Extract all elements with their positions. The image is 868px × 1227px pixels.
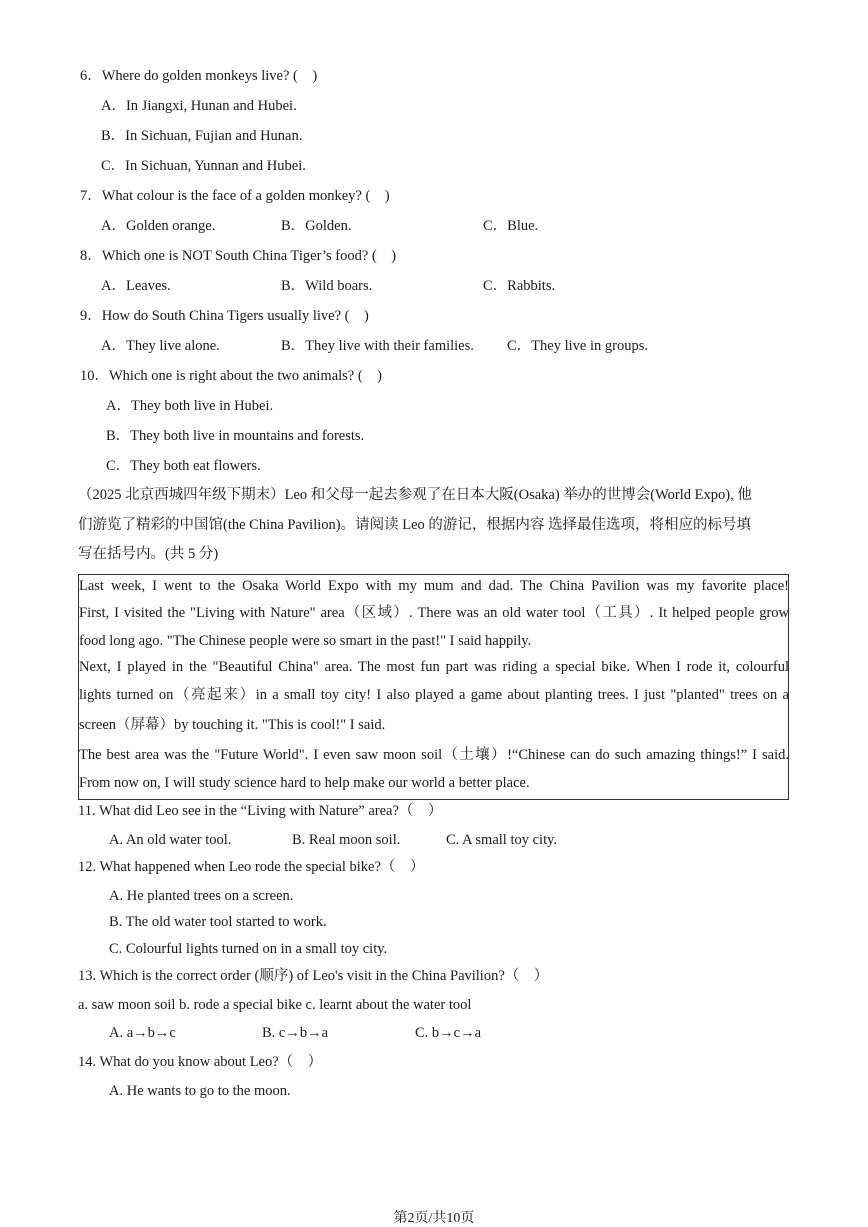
intro-line-2: 们游览了精彩的中国馆(the China Pavilion)。请阅读 Leo 的游记，根据内容 选择最佳选项，将相应的标号填 bbox=[78, 517, 752, 533]
question-11-option-a[interactable]: A. An old water tool. bbox=[109, 832, 232, 848]
passage-line-7: The best area was the "Future World". I even saw moon soil（土壤）!“Chinese can do such amazing things!” I said. bbox=[79, 747, 789, 763]
question-6-option-a[interactable]: A．In Jiangxi, Hunan and Hubei. bbox=[101, 98, 297, 114]
question-10-option-b[interactable]: B．They both live in mountains and forests. bbox=[106, 428, 365, 444]
question-14-stem: 14. What do you know about Leo?（ ） bbox=[78, 1054, 323, 1070]
question-8-option-b[interactable]: B．Wild boars. bbox=[281, 278, 373, 294]
question-13-option-b[interactable]: B. c→b→a bbox=[262, 1025, 329, 1041]
passage-line-3: food long ago. "The Chinese people were so smart in the past!" I said happily. bbox=[79, 633, 532, 649]
question-12-option-b[interactable]: B. The old water tool started to work. bbox=[109, 914, 327, 930]
question-9-option-c[interactable]: C．They live in groups. bbox=[507, 338, 648, 354]
passage-line-1: Last week, I went to the Osaka World Expo with my mum and dad. The China Pavilion was my favorite place! bbox=[79, 578, 789, 594]
passage-line-2: First, I visited the "Living with Nature" area（区域）. There was an old water tool（工具）. It helped people grow bbox=[79, 605, 789, 621]
question-9-stem: 9．How do South China Tigers usually live? ( ) bbox=[80, 308, 369, 324]
question-13-stem: 13. Which is the correct order (顺序) of Leo's visit in the China Pavilion?（ ） bbox=[78, 968, 549, 984]
question-10-option-a[interactable]: A．They both live in Hubei. bbox=[106, 398, 274, 414]
question-7-option-b[interactable]: B．Golden. bbox=[281, 218, 352, 234]
question-9-option-b[interactable]: B．They live with their families. bbox=[281, 338, 474, 354]
intro-line-1: （2025 北京西城四年级下期末）Leo 和父母一起去参观了在日本大阪(Osaka) 举办的世博会(World Expo), 他 bbox=[78, 487, 752, 503]
question-9-option-a[interactable]: A．They live alone. bbox=[101, 338, 220, 354]
question-7-option-a[interactable]: A．Golden orange. bbox=[101, 218, 216, 234]
intro-line-3: 写在括号内。(共 5 分) bbox=[78, 546, 219, 562]
question-11-option-c[interactable]: C. A small toy city. bbox=[446, 832, 558, 848]
question-14-option-a[interactable]: A. He wants to go to the moon. bbox=[109, 1083, 291, 1099]
question-10-option-c[interactable]: C．They both eat flowers. bbox=[106, 458, 261, 474]
question-12-option-a[interactable]: A. He planted trees on a screen. bbox=[109, 888, 294, 904]
question-10-stem: 10．Which one is right about the two animals? ( ) bbox=[80, 368, 383, 384]
passage-line-4: Next, I played in the "Beautiful China" area. The most fun part was riding a special bike. When I rode it, colourful bbox=[79, 659, 789, 675]
question-8-option-a[interactable]: A．Leaves. bbox=[101, 278, 171, 294]
question-8-option-c[interactable]: C．Rabbits. bbox=[483, 278, 556, 294]
question-11-stem: 11. What did Leo see in the “Living with Nature” area?（ ） bbox=[78, 803, 443, 819]
question-13-note: a. saw moon soil b. rode a special bike c. learnt about the water tool bbox=[78, 997, 472, 1013]
question-8-stem: 8．Which one is NOT South China Tiger’s food? ( ) bbox=[80, 248, 397, 264]
passage-line-5: lights turned on（亮起来）in a small toy city! I also played a game about planting trees. I just "planted" trees on a bbox=[79, 687, 789, 703]
question-7-stem: 7．What colour is the face of a golden monkey? ( ) bbox=[80, 188, 390, 204]
question-12-stem: 12. What happened when Leo rode the special bike?（ ） bbox=[78, 859, 425, 875]
question-6-option-b[interactable]: B．In Sichuan, Fujian and Hunan. bbox=[101, 128, 303, 144]
question-11-option-b[interactable]: B. Real moon soil. bbox=[292, 832, 401, 848]
question-13-option-c[interactable]: C. b→c→a bbox=[415, 1025, 482, 1041]
passage-line-6: screen（屏幕）by touching it. "This is cool!" I said. bbox=[79, 717, 386, 733]
question-6-stem: 6．Where do golden monkeys live? ( ) bbox=[80, 68, 318, 84]
question-6-option-c[interactable]: C．In Sichuan, Yunnan and Hubei. bbox=[101, 158, 306, 174]
question-12-option-c[interactable]: C. Colourful lights turned on in a small toy city. bbox=[109, 941, 388, 957]
passage-line-8: From now on, I will study science hard to help make our world a better place. bbox=[79, 775, 530, 791]
page-number-footer: 第2页/共10页 bbox=[393, 1211, 475, 1226]
reading-passage-box bbox=[78, 574, 789, 800]
question-13-option-a[interactable]: A. a→b→c bbox=[109, 1025, 176, 1041]
question-7-option-c[interactable]: C．Blue. bbox=[483, 218, 539, 234]
